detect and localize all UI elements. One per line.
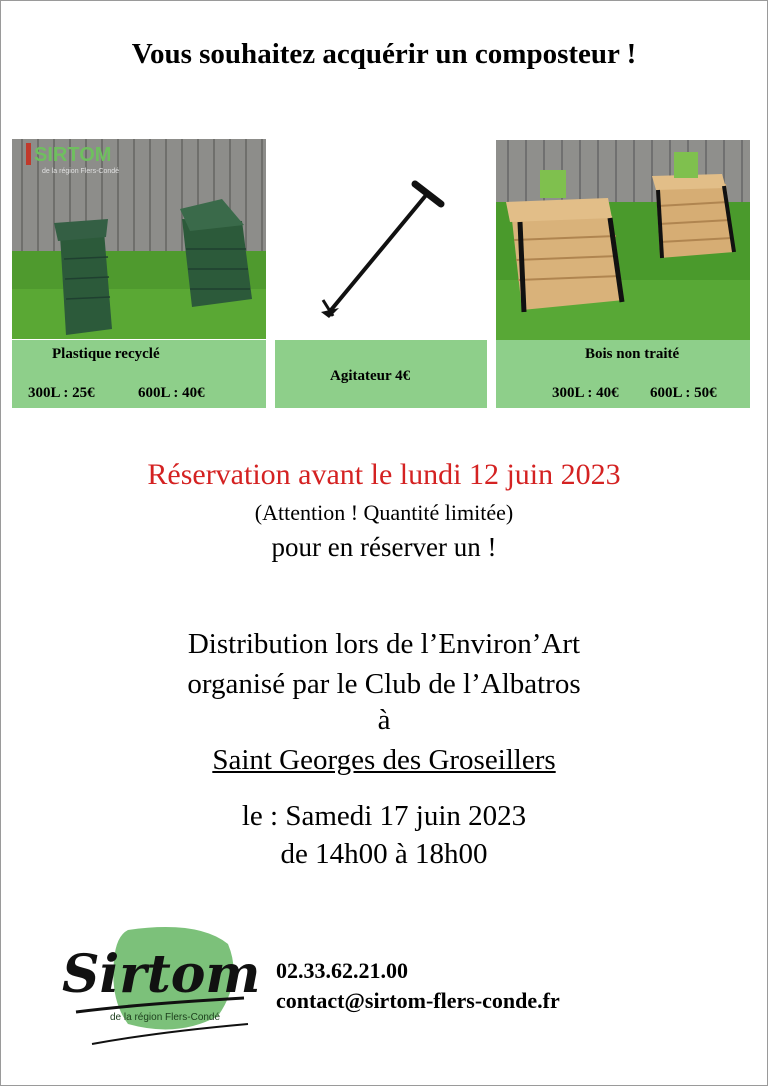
distribution-hours: de 14h00 à 18h00: [280, 838, 488, 870]
reservation-warning: (Attention ! Quantité limitée): [254, 500, 514, 525]
product-price-600l: 600L : 40€: [138, 385, 205, 401]
product-card-agitator: [275, 340, 487, 408]
logo-tagline: de la région Flers-Condé: [110, 1012, 221, 1023]
product-price-600l: 600L : 50€: [650, 385, 717, 401]
plastic-composter-photo: [12, 139, 266, 339]
distribution-date: le : Samedi 17 juin 2023: [241, 800, 527, 832]
sirtom-logo: [58, 920, 258, 1050]
reservation-deadline: Réservation avant le lundi 12 juin 2023: [147, 458, 621, 491]
product-price-300l: 300L : 25€: [28, 385, 95, 401]
page-title: Vous souhaitez acquérir un composteur !: [131, 38, 637, 70]
contact-email[interactable]: contact@sirtom-flers-conde.fr: [276, 988, 560, 1013]
distribution-preposition: à: [377, 704, 391, 736]
distribution-event: Distribution lors de l’Environ’Art: [187, 628, 581, 660]
photo-watermark-brand: SIRTOM: [34, 144, 112, 166]
product-label: Plastique recyclé: [52, 346, 160, 362]
logo-brand: Sirtom: [62, 944, 258, 1005]
agitator-photo: [275, 160, 487, 330]
product-label: Bois non traité: [585, 346, 680, 362]
contact-phone: 02.33.62.21.00: [276, 958, 408, 983]
product-label: Agitateur 4€: [330, 368, 411, 384]
distribution-place: Saint Georges des Groseillers: [212, 744, 556, 776]
product-price-300l: 300L : 40€: [552, 385, 619, 401]
reservation-action: pour en réserver un !: [271, 532, 497, 562]
distribution-organizer: organisé par le Club de l’Albatros: [187, 668, 581, 700]
photo-watermark-sub: de la région Flers-Condé: [42, 168, 120, 175]
wooden-composter-photo: [496, 140, 750, 340]
product-card-wood: [496, 340, 750, 408]
product-card-plastic: [12, 340, 266, 408]
